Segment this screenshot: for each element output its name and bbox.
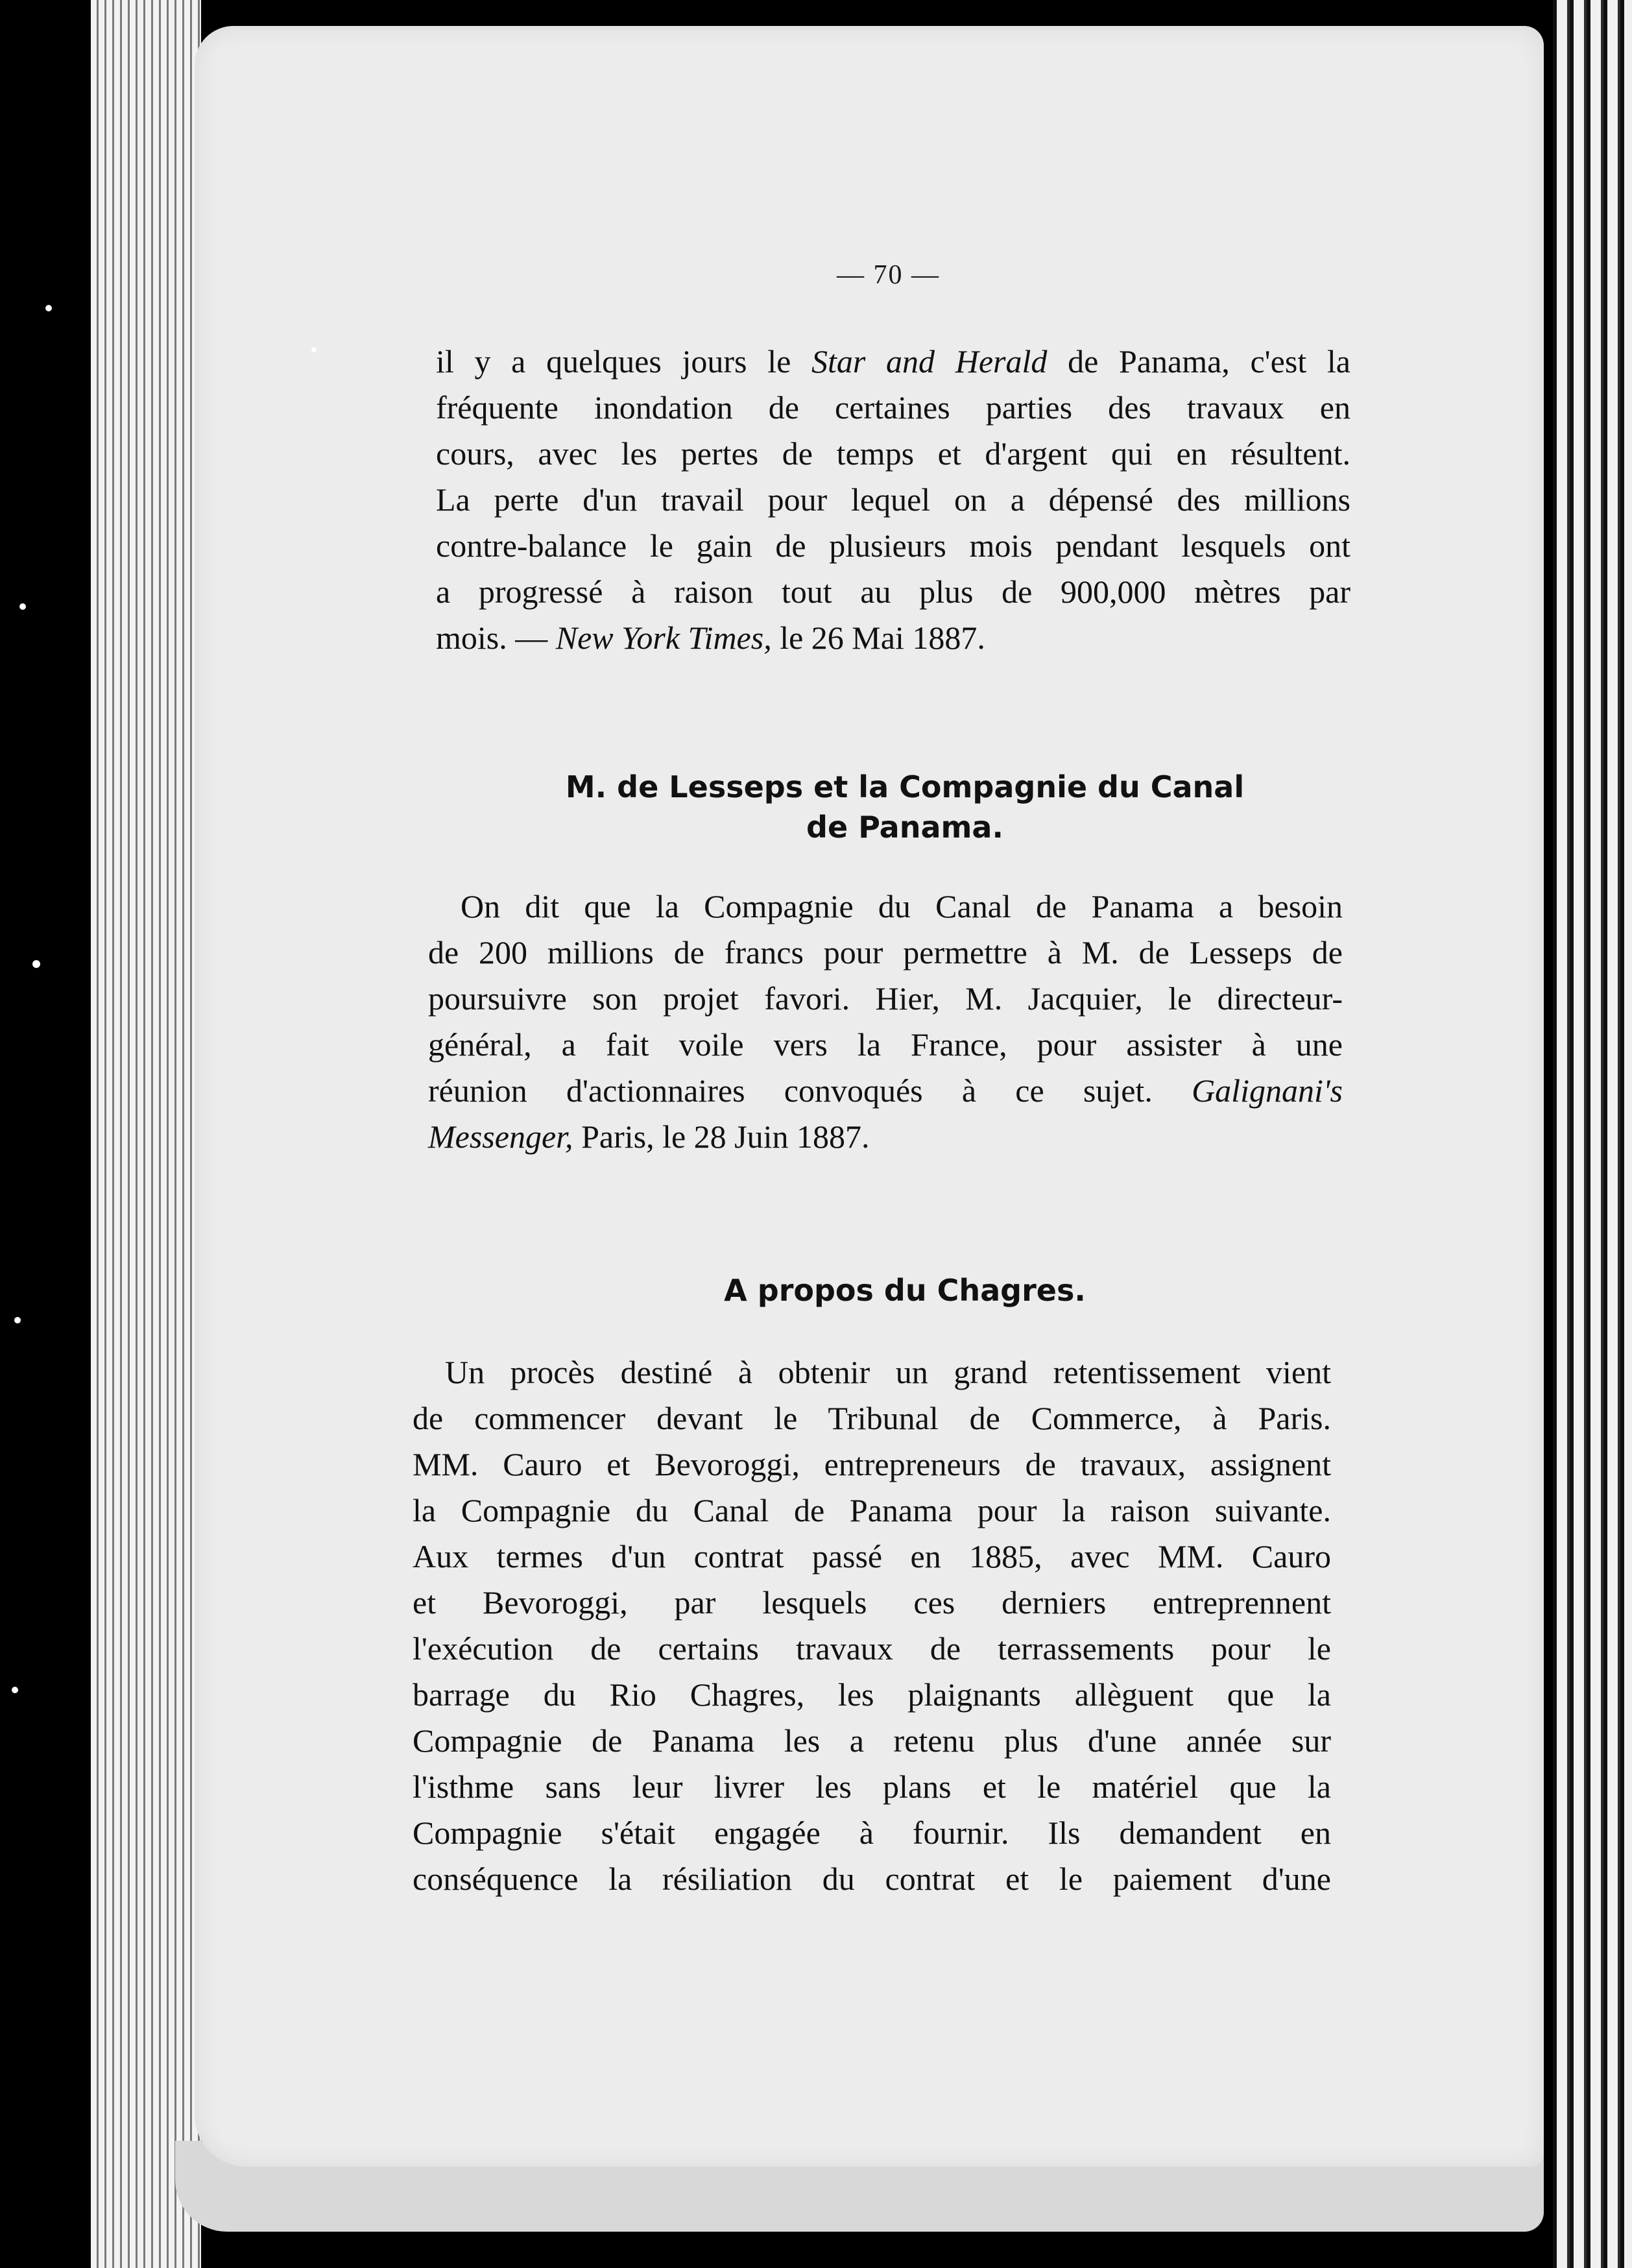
text-line: On dit que la Compagnie du Canal de Panama a besoin xyxy=(461,888,1343,924)
text-run: réunion d'actionnaires convoqués à ce sujet. xyxy=(428,1072,1192,1109)
text-line: Compagnie s'était engagée à fournir. Ils demandent en xyxy=(413,1815,1331,1851)
left-page-edges xyxy=(91,0,201,2268)
text-line: Aux termes d'un contrat passé en 1885, avec MM. Cauro xyxy=(413,1538,1331,1574)
paragraph-continuation xyxy=(436,339,1350,661)
text-run: mois. — xyxy=(436,620,556,656)
text-run: de Panama, c'est la xyxy=(1047,343,1351,380)
text-line: a progressé à raison tout au plus de 900,000 mètres par xyxy=(436,573,1350,610)
text-line: de 200 millions de francs pour permettre à M. de Lesseps de xyxy=(428,934,1343,971)
italic-source: New York Times, xyxy=(555,620,772,656)
scan-speck xyxy=(14,1317,21,1323)
right-page-edge xyxy=(1553,0,1632,2268)
scan-speck xyxy=(32,960,40,968)
italic-source: Galignani's xyxy=(1192,1072,1343,1109)
text-line: la Compagnie du Canal de Panama pour la raison suivante. xyxy=(413,1492,1331,1528)
text-line: général, a fait voile vers la France, pour assister à une xyxy=(428,1026,1343,1063)
text-line: barrage du Rio Chagres, les plaignants allèguent que la xyxy=(413,1676,1331,1713)
section-heading-chagres: A propos du Chagres. xyxy=(724,1273,1086,1308)
italic-title: Star and Herald xyxy=(811,343,1048,380)
page-number: — 70 — xyxy=(837,260,940,290)
text-line xyxy=(428,1114,1343,1160)
text-line xyxy=(436,615,1350,661)
text-line: Compagnie de Panama les a retenu plus d'une année sur xyxy=(413,1722,1331,1759)
text-run: le 26 Mai 1887. xyxy=(771,620,985,656)
scan-speck xyxy=(311,347,317,352)
paragraph-chagres xyxy=(413,1349,1331,1902)
text-line: et Bevoroggi, par lesquels ces derniers entreprennent xyxy=(413,1584,1331,1621)
heading-line: M. de Lesseps et la Compagnie du Canal xyxy=(565,769,1245,804)
italic-source: Messenger, xyxy=(428,1118,573,1155)
section-heading-lesseps xyxy=(454,767,1356,847)
text-run: Paris, le 28 Juin 1887. xyxy=(573,1118,870,1155)
text-line xyxy=(428,1068,1343,1114)
text-line: contre-balance le gain de plusieurs mois pendant lesquels ont xyxy=(436,527,1350,564)
text-line: de commencer devant le Tribunal de Commerce, à Paris. xyxy=(413,1400,1331,1436)
scan-speck xyxy=(45,305,52,311)
text-line: MM. Cauro et Bevoroggi, entrepreneurs de travaux, assignent xyxy=(413,1446,1331,1482)
heading-line: de Panama. xyxy=(806,810,1003,845)
paragraph-lesseps xyxy=(428,884,1343,1160)
scan-speck xyxy=(19,603,26,610)
scan-speck xyxy=(12,1687,18,1693)
text-line: cours, avec les pertes de temps et d'argent qui en résultent. xyxy=(436,435,1350,472)
text-line: fréquente inondation de certaines parties des travaux en xyxy=(436,389,1350,426)
text-line: l'isthme sans leur livrer les plans et le matériel que la xyxy=(413,1768,1331,1805)
text-line: conséquence la résiliation du contrat et le paiement d'une xyxy=(413,1861,1331,1897)
text-line xyxy=(436,339,1350,385)
text-line: Un procès destiné à obtenir un grand retentissement vient xyxy=(445,1354,1331,1390)
text-line: La perte d'un travail pour lequel on a dépensé des millions xyxy=(436,481,1350,518)
text-line: poursuivre son projet favori. Hier, M. Jacquier, le directeur- xyxy=(428,980,1343,1017)
text-run: il y a quelques jours le xyxy=(436,343,811,380)
text-line: l'exécution de certains travaux de terrassements pour le xyxy=(413,1630,1331,1667)
